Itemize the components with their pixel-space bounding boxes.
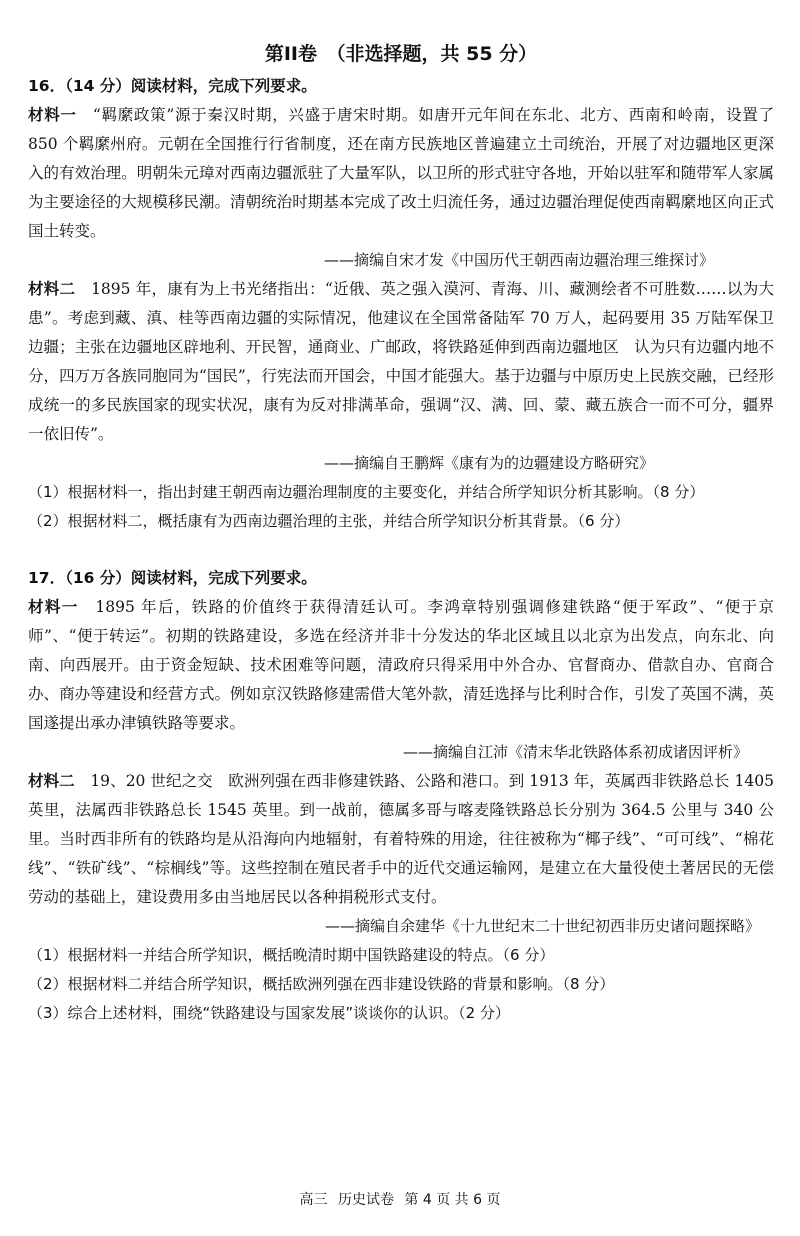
footer-grade: 高三 bbox=[299, 1192, 328, 1208]
q17-material-2 bbox=[28, 767, 774, 912]
q16-material-2-text: 1895 年，康有为上书光绪指出：“近俄、英之强入漠河、青海、川、藏测绘者不可胜数……以为大患”。考虑到藏、滇、桂等西南边疆的实际情况，他建议在全国常备陆军 70 万人，起码要用 35 万陆军保卫边疆；主张在边疆地区辟地利、开民智，通商业、广邮政，将铁路延伸到西南边疆地区 认为只有边疆内地不分，四万万各族同胞同为“国民”，行宪法而开国会，中国才能强大。基于边疆与中原历史上民族交融，已经形成统一的多民族国家的现实状况，康有为反对排满革命，强调“汉、满、回、蒙、藏五族合一而不可分，疆界一依旧传”。 bbox=[28, 280, 774, 443]
q16-requirement-1: （1）根据材料一，指出封建王朝西南边疆治理制度的主要变化，并结合所学知识分析其影响。（8 分） bbox=[28, 483, 705, 501]
q16-material-1-label: 材料一 bbox=[28, 106, 77, 124]
q17-material-2-text: 19、20 世纪之交 欧洲列强在西非修建铁路、公路和港口。到 1913 年，英属西非铁路总长 1405 英里，法属西非铁路总长 1545 英里。到一战前，德属多哥与喀麦隆铁路总长分别为 364.5 公里与 340 公里。当时西非所有的铁路均是从沿海向内地辐射，有着特殊的用途，往往被称为“椰子线”、“可可线”、“棉花线”、“铁矿线”、“棕榈线”等。这些控制在殖民者手中的近代交通运输网，是建立在大量役使土著居民的无偿劳动的基础上，建设费用多由当地居民以各种捐税形式支付。 bbox=[28, 772, 774, 906]
q16-material-2 bbox=[28, 275, 774, 449]
q17-requirement-1: （1）根据材料一并结合所学知识，概括晚清时期中国铁路建设的特点。（6 分） bbox=[28, 946, 555, 964]
question-16-header: 16．（14 分）阅读材料，完成下列要求。 bbox=[28, 77, 317, 95]
question-17 bbox=[28, 564, 774, 1028]
section-title: 第II卷 （非选择题，共 55 分） bbox=[264, 43, 538, 65]
q17-material-1-label: 材料一 bbox=[28, 598, 79, 616]
q17-requirement-3: （3）综合上述材料，围绕“铁路建设与国家发展”谈谈你的认识。（2 分） bbox=[28, 1004, 510, 1022]
q16-material-2-source: ——摘编自王鹏辉《康有为的边疆建设方略研究》 bbox=[323, 454, 654, 472]
footer-page-number: 第 4 页 共 6 页 bbox=[404, 1192, 501, 1208]
q16-material-1 bbox=[28, 101, 774, 246]
spacer bbox=[28, 536, 774, 564]
page-footer bbox=[0, 1186, 800, 1215]
q16-material-2-label: 材料二 bbox=[28, 280, 76, 298]
footer-subject: 历史试卷 bbox=[337, 1192, 394, 1208]
q17-material-2-label: 材料二 bbox=[28, 772, 75, 790]
q17-material-1-text: 1895 年后，铁路的价值终于获得清廷认可。李鸿章特别强调修建铁路“便于军政”、“便于京师”、“便于转运”。初期的铁路建设，多选在经济并非十分发达的华北区域且以北京为出发点，向东北、向南、向西展开。由于资金短缺、技术困难等问题，清政府只得采用中外合办、官督商办、借款自办、官商合办、商办等建设和经营方式。例如京汉铁路修建需借大笔外款，清廷选择与比利时合作，引发了英国不满，英国遂提出承办津镇铁路等要求。 bbox=[28, 598, 774, 732]
q17-material-2-source: ——摘编自余建华《十九世纪末二十世纪初西非历史诸问题探略》 bbox=[324, 917, 760, 935]
q17-requirement-2: （2）根据材料二并结合所学知识，概括欧洲列强在西非建设铁路的背景和影响。（8 分） bbox=[28, 975, 615, 993]
q16-material-1-source: ——摘编自宋才发《中国历代王朝西南边疆治理三维探讨》 bbox=[323, 251, 714, 269]
q16-material-1-text: “羁縻政策”源于秦汉时期，兴盛于唐宋时期。如唐开元年间在东北、北方、西南和岭南，设置了 850 个羁縻州府。元朝在全国推行行省制度，还在南方民族地区普遍建立土司统治，开展了对边疆地区更深入的有效治理。明朝朱元璋对西南边疆派驻了大量军队，以卫所的形式驻守各地，开始以驻军和随带军人家属为主要途径的大规模移民潮。清朝统治时期基本完成了改土归流任务，通过边疆治理促使西南羁縻地区向正式国土转变。 bbox=[28, 106, 774, 240]
q16-requirement-2: （2）根据材料二，概括康有为西南边疆治理的主张，并结合所学知识分析其背景。（6 分） bbox=[28, 512, 630, 530]
q17-material-1-source: ——摘编自江沛《清末华北铁路体系初成诸因评析》 bbox=[402, 743, 748, 761]
question-17-header: 17．（16 分）阅读材料，完成下列要求。 bbox=[28, 569, 317, 587]
question-16 bbox=[28, 72, 774, 536]
q17-material-1 bbox=[28, 593, 774, 738]
